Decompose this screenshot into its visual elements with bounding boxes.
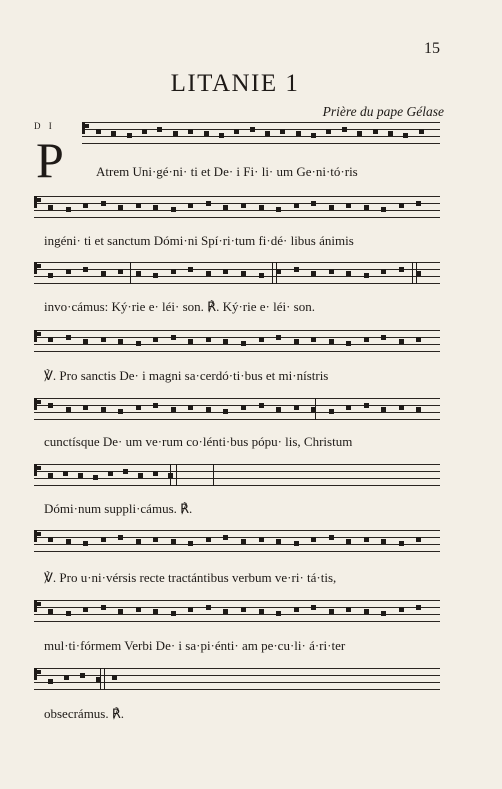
neume xyxy=(329,205,334,210)
neume xyxy=(157,127,162,132)
clef-icon xyxy=(34,398,37,410)
lyric-line: ℣. Pro sanctis De· i magni sa·cerdó·ti·bus et mi·nístris xyxy=(44,368,329,383)
neume xyxy=(399,607,404,612)
bar-line xyxy=(176,464,177,486)
neume xyxy=(101,537,106,542)
clef-icon xyxy=(34,262,37,274)
neume xyxy=(101,407,106,412)
neume xyxy=(188,541,193,546)
bar-line xyxy=(104,668,105,690)
neume xyxy=(83,203,88,208)
neume xyxy=(294,267,299,272)
bar-line xyxy=(315,398,316,420)
neume xyxy=(48,609,53,614)
neume xyxy=(311,201,316,206)
neume xyxy=(346,405,351,410)
neume xyxy=(346,271,351,276)
neume xyxy=(364,403,369,408)
bar-line xyxy=(170,464,171,486)
neume xyxy=(66,335,71,340)
neume xyxy=(153,537,158,542)
neume xyxy=(276,611,281,616)
neume xyxy=(259,205,264,210)
staff xyxy=(34,668,440,692)
neume xyxy=(241,539,246,544)
neume xyxy=(296,131,301,136)
neume xyxy=(136,405,141,410)
neume xyxy=(223,205,228,210)
neume xyxy=(111,131,116,136)
neume xyxy=(136,539,141,544)
neume xyxy=(48,403,53,408)
neume xyxy=(381,335,386,340)
neume xyxy=(83,267,88,272)
lyric-line: mul·ti·fórmem Verbi De· i sa·pi·énti· am pe·cu·li· á·ri·ter xyxy=(44,638,346,653)
neume xyxy=(118,269,123,274)
clef-icon xyxy=(34,668,37,680)
neume xyxy=(399,541,404,546)
neume xyxy=(80,673,85,678)
neume xyxy=(294,607,299,612)
neume xyxy=(223,339,228,344)
neume xyxy=(153,609,158,614)
neume xyxy=(66,539,71,544)
neume xyxy=(294,203,299,208)
neume xyxy=(153,337,158,342)
neume xyxy=(66,407,71,412)
neume xyxy=(188,129,193,134)
staff xyxy=(34,398,440,422)
neume xyxy=(259,403,264,408)
neume xyxy=(399,405,404,410)
neume xyxy=(108,471,113,476)
neume xyxy=(48,473,53,478)
neume xyxy=(241,341,246,346)
neume xyxy=(64,675,69,680)
neume xyxy=(250,127,255,132)
staff xyxy=(34,600,440,624)
lyric-line: ingéni· ti et sanctum Dómi·ni Spí·ri·tum fi·dé· libus ánimis xyxy=(44,233,354,248)
staff xyxy=(34,530,440,554)
neume xyxy=(188,203,193,208)
neume xyxy=(171,407,176,412)
neume xyxy=(173,131,178,136)
neume xyxy=(416,337,421,342)
neume xyxy=(223,409,228,414)
neume xyxy=(364,205,369,210)
staff xyxy=(34,464,440,488)
neume xyxy=(381,207,386,212)
neume xyxy=(346,607,351,612)
clef-icon xyxy=(82,122,85,134)
bar-line xyxy=(412,262,413,284)
neume xyxy=(118,535,123,540)
neume xyxy=(171,269,176,274)
staff xyxy=(34,262,440,286)
neume xyxy=(381,269,386,274)
neume xyxy=(294,405,299,410)
neume xyxy=(101,201,106,206)
neume xyxy=(241,203,246,208)
neume xyxy=(153,471,158,476)
neume xyxy=(66,269,71,274)
neume xyxy=(83,541,88,546)
lyric-line: obsecrámus. ℟. xyxy=(44,706,125,721)
neume xyxy=(399,267,404,272)
neume xyxy=(364,537,369,542)
neume xyxy=(311,605,316,610)
neume xyxy=(346,203,351,208)
neume xyxy=(329,269,334,274)
neume xyxy=(276,407,281,412)
neume xyxy=(294,541,299,546)
neume xyxy=(416,271,421,276)
neume xyxy=(416,537,421,542)
attribution: Prière du pape Gélase xyxy=(322,104,444,119)
neume xyxy=(259,337,264,342)
neume xyxy=(294,339,299,344)
neume xyxy=(276,335,281,340)
neume xyxy=(234,129,239,134)
page-number: 15 xyxy=(424,40,440,57)
neume xyxy=(259,273,264,278)
neume xyxy=(136,607,141,612)
neume xyxy=(188,267,193,272)
neume xyxy=(101,337,106,342)
neume xyxy=(311,133,316,138)
neume xyxy=(357,131,362,136)
clef-icon xyxy=(34,330,37,342)
page-title: LITANIE 1 xyxy=(170,70,300,97)
neume xyxy=(259,537,264,542)
neume xyxy=(416,605,421,610)
clef-icon xyxy=(34,196,37,208)
neume xyxy=(188,405,193,410)
neume xyxy=(78,473,83,478)
neume xyxy=(399,203,404,208)
lyric-line: cunctísque De· um ve·rum co·lénti·bus pópu· lis, Christum xyxy=(44,434,353,449)
clef-icon xyxy=(34,530,37,542)
neume xyxy=(416,407,421,412)
neume xyxy=(123,469,128,474)
neume xyxy=(280,129,285,134)
neume xyxy=(329,409,334,414)
neume xyxy=(364,273,369,278)
neume xyxy=(276,539,281,544)
mode-marking: D I xyxy=(34,121,55,131)
bar-line xyxy=(100,668,101,690)
lyric-line: invo·cámus: Ký·rie e· léi· son. ℟. Ký·rie e· léi· son. xyxy=(44,299,315,314)
neume xyxy=(346,341,351,346)
neume xyxy=(153,403,158,408)
neume xyxy=(223,609,228,614)
neume xyxy=(66,207,71,212)
neume xyxy=(223,269,228,274)
neume xyxy=(276,207,281,212)
neume xyxy=(83,607,88,612)
neume xyxy=(265,131,270,136)
neume xyxy=(83,405,88,410)
bar-line xyxy=(276,262,277,284)
neume xyxy=(241,405,246,410)
neume xyxy=(48,337,53,342)
bar-line xyxy=(130,262,131,284)
neume xyxy=(381,611,386,616)
lyric-line: Atrem Uni·gé·ni· ti et De· i Fi· li· um Ge·ni·tó·ris xyxy=(96,164,358,179)
neume xyxy=(241,271,246,276)
neume xyxy=(416,201,421,206)
neume xyxy=(206,337,211,342)
neume xyxy=(153,273,158,278)
neume xyxy=(48,205,53,210)
neume xyxy=(96,129,101,134)
neume xyxy=(171,611,176,616)
initial-capital: P xyxy=(36,132,64,188)
clef-icon xyxy=(34,600,37,612)
staff xyxy=(82,122,440,146)
neume xyxy=(101,271,106,276)
neume xyxy=(48,537,53,542)
neume xyxy=(127,133,132,138)
neume xyxy=(136,341,141,346)
neume xyxy=(63,471,68,476)
neume xyxy=(399,339,404,344)
neume xyxy=(342,127,347,132)
neume xyxy=(388,131,393,136)
neume xyxy=(188,339,193,344)
neume xyxy=(241,607,246,612)
bar-line xyxy=(416,262,417,284)
neume xyxy=(206,201,211,206)
bar-line xyxy=(272,262,273,284)
neume xyxy=(326,129,331,134)
clef-icon xyxy=(34,464,37,476)
neume xyxy=(142,129,147,134)
neume xyxy=(373,129,378,134)
neume xyxy=(171,207,176,212)
neume xyxy=(101,605,106,610)
neume xyxy=(311,271,316,276)
neume xyxy=(48,679,53,684)
neume xyxy=(311,337,316,342)
neume xyxy=(171,539,176,544)
staff xyxy=(34,196,440,220)
neume xyxy=(138,473,143,478)
neume xyxy=(66,611,71,616)
neume xyxy=(329,609,334,614)
neume xyxy=(206,605,211,610)
neume xyxy=(48,273,53,278)
staff xyxy=(34,330,440,354)
neume xyxy=(153,205,158,210)
neume xyxy=(118,409,123,414)
neume xyxy=(311,537,316,542)
neume xyxy=(206,407,211,412)
neume xyxy=(171,335,176,340)
neume xyxy=(118,339,123,344)
neume xyxy=(93,475,98,480)
neume xyxy=(204,131,209,136)
neume xyxy=(112,675,117,680)
neume xyxy=(403,133,408,138)
neume xyxy=(364,609,369,614)
neume xyxy=(188,607,193,612)
neume xyxy=(136,271,141,276)
neume xyxy=(206,537,211,542)
neume xyxy=(381,539,386,544)
neume xyxy=(329,339,334,344)
neume xyxy=(136,203,141,208)
neume xyxy=(118,609,123,614)
neume xyxy=(381,407,386,412)
lyric-line: ℣. Pro u·ni·vérsis recte tractántibus verbum ve·ri· tá·tis, xyxy=(44,570,337,585)
bar-line xyxy=(213,464,214,486)
neume xyxy=(223,535,228,540)
lyric-line: Dómi·num suppli·cámus. ℟. xyxy=(44,501,193,516)
neume xyxy=(346,539,351,544)
neume xyxy=(206,271,211,276)
neume xyxy=(329,535,334,540)
neume xyxy=(118,205,123,210)
neume xyxy=(364,337,369,342)
neume xyxy=(219,133,224,138)
neume xyxy=(83,339,88,344)
neume xyxy=(419,129,424,134)
neume xyxy=(259,609,264,614)
